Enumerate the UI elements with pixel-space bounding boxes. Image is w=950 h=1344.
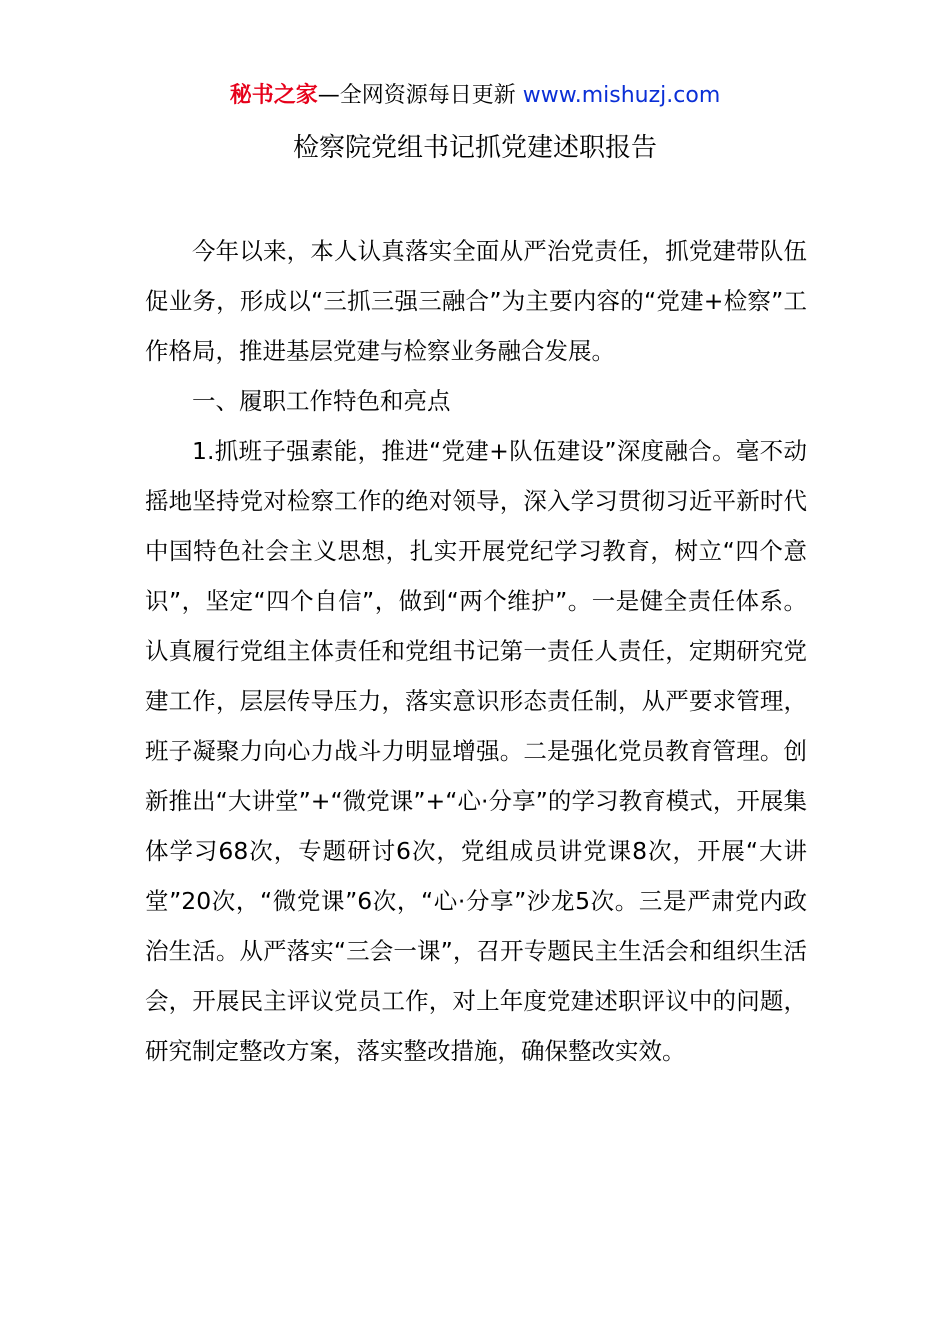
document-title: 检察院党组书记抓党建述职报告: [292, 133, 657, 163]
site-url-link[interactable]: www.mishuzj.com: [522, 83, 721, 108]
site-header: [0, 80, 950, 112]
brand-name: 秘书之家: [229, 83, 318, 108]
document-body: [145, 226, 807, 1076]
section-heading: 一、履职工作特色和亮点: [192, 387, 451, 415]
intro-paragraph: 今年以来，本人认真落实全面从严治党责任，抓党建带队伍促业务，形成以“三抓三强三融合”为主要内容的“党建+检察”工作格局，推进基层党建与检察业务融合发展。: [145, 237, 807, 365]
body-paragraph: 1.抓班子强素能，推进“党建+队伍建设”深度融合。毫不动摇地坚持党对检察工作的绝对领导，深入学习贯彻习近平新时代中国特色社会主义思想，扎实开展党纪学习教育，树立“四个意识”，坚定“四个自信”，做到“两个维护”。一是健全责任体系。认真履行党组主体责任和党组书记第一责任人责任，定期研究党建工作，层层传导压力，落实意识形态责任制，从严要求管理，班子凝聚力向心力战斗力明显增强。二是强化党员教育管理。创新推出“大讲堂”+“微党课”+“心·分享”的学习教育模式，开展集体学习68次，专题研讨6次，党组成员讲党课8次，开展“大讲堂”20次，“微党课”6次，“心·分享”沙龙5次。三是严肃党内政治生活。从严落实“三会一课”，召开专题民主生活会和组织生活会，开展民主评议党员工作，对上年度党建述职评议中的问题，研究制定整改方案，落实整改措施，确保整改实效。: [145, 437, 807, 1065]
header-tagline: —全网资源每日更新: [317, 83, 516, 108]
